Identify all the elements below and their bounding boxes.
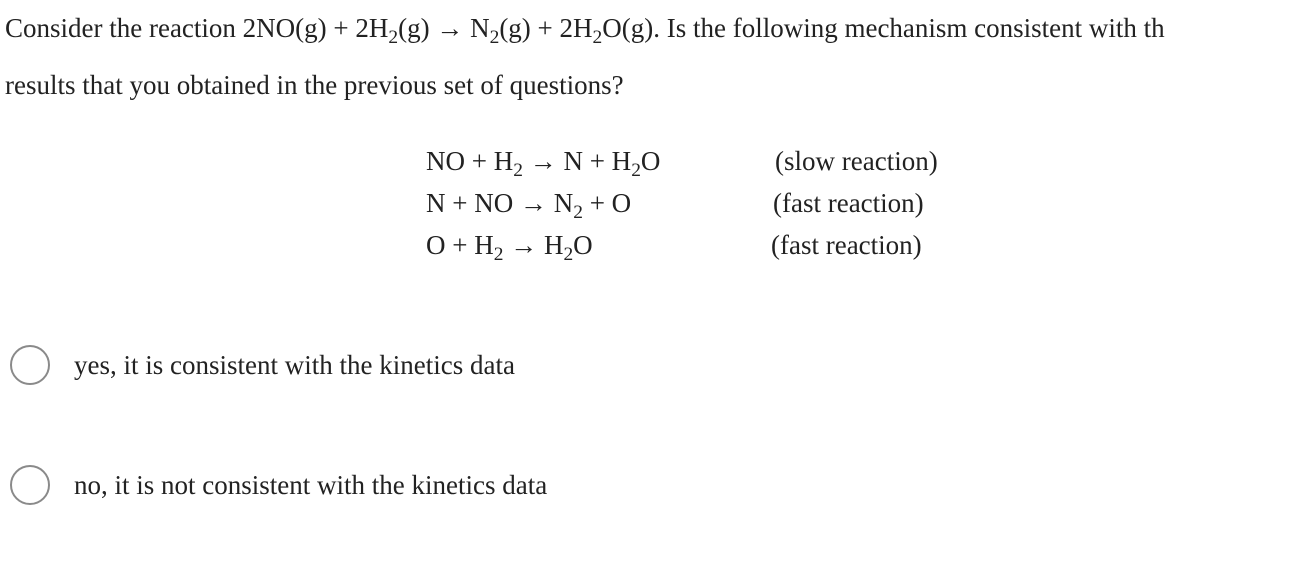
subscript: 2: [631, 160, 641, 182]
equation-segment: NO + H: [426, 146, 514, 176]
equation-segment: → H: [503, 230, 564, 260]
subscript: 2: [489, 27, 500, 49]
subscript: 2: [573, 202, 583, 224]
equation-segment: O + H: [426, 230, 494, 260]
question-line-1: [5, 0, 1310, 57]
mechanism-step-2: [426, 182, 631, 224]
option-yes[interactable]: [10, 345, 515, 385]
equation-segment: N + NO → N: [426, 188, 574, 218]
option-no[interactable]: [10, 465, 547, 505]
question-line-2: results that you obtained in the previous set of questions?: [5, 70, 624, 100]
equation-segment: O: [640, 146, 661, 176]
equation-segment: + O: [582, 188, 632, 218]
option-no-label: no, it is not consistent with the kinetics data: [74, 469, 548, 500]
radio-button-yes[interactable]: [10, 345, 50, 385]
radio-button-no[interactable]: [10, 465, 50, 505]
question-text: [5, 0, 1310, 114]
mechanism-step-2-note: (fast reaction): [773, 188, 924, 218]
subscript: 2: [493, 244, 504, 266]
option-yes-label: yes, it is consistent with the kinetics data: [74, 349, 515, 380]
question-text-segment: (g) + 2H: [499, 13, 593, 43]
subscript: 2: [388, 27, 399, 49]
mechanism-step-3-note: (fast reaction): [771, 230, 922, 260]
question-text-segment: O(g). Is the following mechanism consistent with th: [602, 13, 1165, 43]
mechanism-step-1: [426, 140, 660, 182]
mechanism-step-1-note: (slow reaction): [775, 146, 938, 176]
mechanism-step-3: [426, 224, 593, 266]
equation-segment: O: [573, 230, 593, 260]
subscript: 2: [592, 27, 603, 49]
subscript: 2: [513, 160, 523, 182]
subscript: 2: [563, 244, 574, 266]
equation-segment: → N + H: [522, 146, 632, 176]
question-text-segment: Consider the reaction 2NO(g) + 2H: [5, 13, 389, 43]
question-text-segment: (g) → N: [398, 13, 490, 43]
